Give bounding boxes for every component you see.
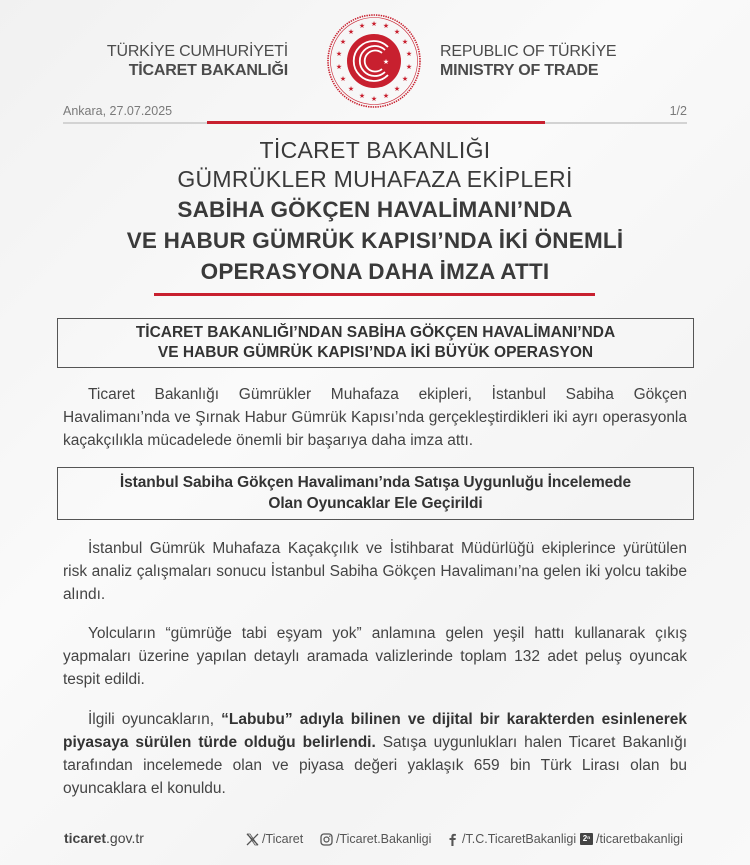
- p4-rest: Satışa uygunlukları halen Ticaret Bakanlığı tarafından incelemede olan ve piyasa değeri yaklaşık 659 bin Türk Lirası olan bu oyuncaklara el konuldu.: [63, 734, 688, 797]
- svg-text:★: ★: [382, 92, 390, 100]
- svg-text:★: ★: [393, 28, 401, 36]
- footer: [0, 830, 750, 854]
- svg-text:★: ★: [370, 20, 378, 28]
- summary-line-1: TİCARET BAKANLIĞI’NDAN SABİHA GÖKÇEN HAVALİMANI’NDA: [135, 324, 616, 341]
- page-title: [0, 136, 750, 287]
- svg-text:★: ★: [347, 85, 355, 93]
- svg-text:★: ★: [335, 63, 343, 71]
- document-date: Ankara, 27.07.2025: [63, 104, 173, 118]
- svg-text:★: ★: [358, 92, 366, 100]
- svg-text:★: ★: [405, 50, 413, 58]
- site-name-bold: ticaret: [64, 830, 107, 846]
- summary-line-2: VE HABUR GÜMRÜK KAPISI’NDA İKİ BÜYÜK OPERASYON: [157, 344, 594, 361]
- facebook-icon: [446, 833, 459, 846]
- republic-name-en: REPUBLIC OF TÜRKİYE: [440, 43, 617, 60]
- nsosyal-handle: /ticaretbakanligi: [596, 832, 683, 846]
- meta-row: [63, 104, 687, 120]
- facebook-handle: /T.C.TicaretBakanligi: [462, 832, 577, 846]
- letterhead-right: [440, 42, 616, 80]
- section-heading-line-2: Olan Oyuncaklar Ele Geçirildi: [268, 495, 483, 512]
- svg-text:★: ★: [339, 75, 347, 83]
- svg-text:★: ★: [401, 75, 409, 83]
- intro-paragraph: Ticaret Bakanlığı Gümrükler Muhafaza ekipleri, İstanbul Sabiha Gökçen Havalimanı’nda ve Şırnak Habur Gümrük Kapısı’nda gerçekleştirdikleri iki ayrı operasyonla kaçakçılıkla mücadelede önemli bir başarıya daha imza attı.: [63, 386, 687, 449]
- letterhead-left: [107, 42, 288, 80]
- letterhead: [0, 0, 750, 110]
- ministry-name-en: MINISTRY OF TRADE: [440, 62, 599, 79]
- section-heading-box: [57, 467, 694, 520]
- instagram-icon: [320, 833, 333, 846]
- svg-text:★: ★: [382, 22, 390, 30]
- svg-text:★: ★: [405, 63, 413, 71]
- x-handle: /Ticaret: [262, 832, 304, 846]
- body-paragraph-4: [63, 708, 687, 800]
- ministry-name-tr: TİCARET BAKANLIĞI: [128, 62, 288, 79]
- social-instagram[interactable]: [320, 832, 431, 846]
- svg-text:★: ★: [347, 28, 355, 36]
- ministry-seal-icon: [318, 12, 430, 110]
- title-line-2: GÜMRÜKLER MUHAFAZA EKİPLERİ: [177, 166, 573, 192]
- instagram-handle: /Ticaret.Bakanligi: [336, 832, 432, 846]
- site-domain: .gov.tr: [106, 830, 144, 846]
- svg-text:★: ★: [393, 85, 401, 93]
- social-facebook[interactable]: [446, 832, 576, 846]
- p4-intro: İlgili oyuncakların,: [88, 711, 222, 728]
- svg-text:★: ★: [370, 95, 378, 103]
- p4-bold: “Labubu” adıyla bilinen ve dijital bir karakterden esinlenerek piyasaya sürülen türde olduğu belirlendi.: [63, 711, 687, 751]
- svg-text:★: ★: [358, 22, 366, 30]
- svg-text:★: ★: [382, 58, 390, 66]
- body-paragraph-3: Yolcuların “gümrüğe tabi eşyam yok” anlamına gelen yeşil hattı kullanarak çıkış yapmaları üzerine yapılan detaylı aramada valizlerinde toplam 132 adet peluş oyuncak tespit edildi.: [63, 625, 687, 688]
- svg-text:★: ★: [335, 50, 343, 58]
- nsosyal-icon: 2ⁿ: [580, 833, 593, 845]
- svg-text:★: ★: [339, 38, 347, 46]
- svg-text:★: ★: [401, 38, 409, 46]
- x-icon: [246, 833, 259, 846]
- body-paragraph-2: İstanbul Gümrük Muhafaza Kaçakçılık ve İstihbarat Müdürlüğü ekiplerince yürütülen risk analiz çalışmaları sonucu İstanbul Sabiha Gökçen Havalimanı’na gelen iki yolcu takibe alındı.: [63, 540, 687, 603]
- summary-box: [57, 318, 694, 368]
- social-nsosyal[interactable]: [580, 832, 683, 846]
- title-line-1: TİCARET BAKANLIĞI: [259, 137, 491, 163]
- page-number: 1/2: [669, 104, 687, 118]
- title-underline: [154, 293, 595, 296]
- social-x[interactable]: [246, 832, 303, 846]
- title-line-5: OPERASYONA DAHA İMZA ATTI: [200, 259, 550, 284]
- title-line-4: VE HABUR GÜMRÜK KAPISI’NDA İKİ ÖNEMLİ: [126, 228, 624, 253]
- republic-name-tr: TÜRKİYE CUMHURİYETİ: [106, 43, 288, 60]
- section-heading-line-1: İstanbul Sabiha Gökçen Havalimanı’nda Satışa Uygunluğu İncelemede: [119, 474, 632, 491]
- title-line-3: SABİHA GÖKÇEN HAVALİMANI’NDA: [177, 197, 573, 222]
- website-link[interactable]: [64, 830, 144, 846]
- header-divider-accent: [207, 121, 545, 124]
